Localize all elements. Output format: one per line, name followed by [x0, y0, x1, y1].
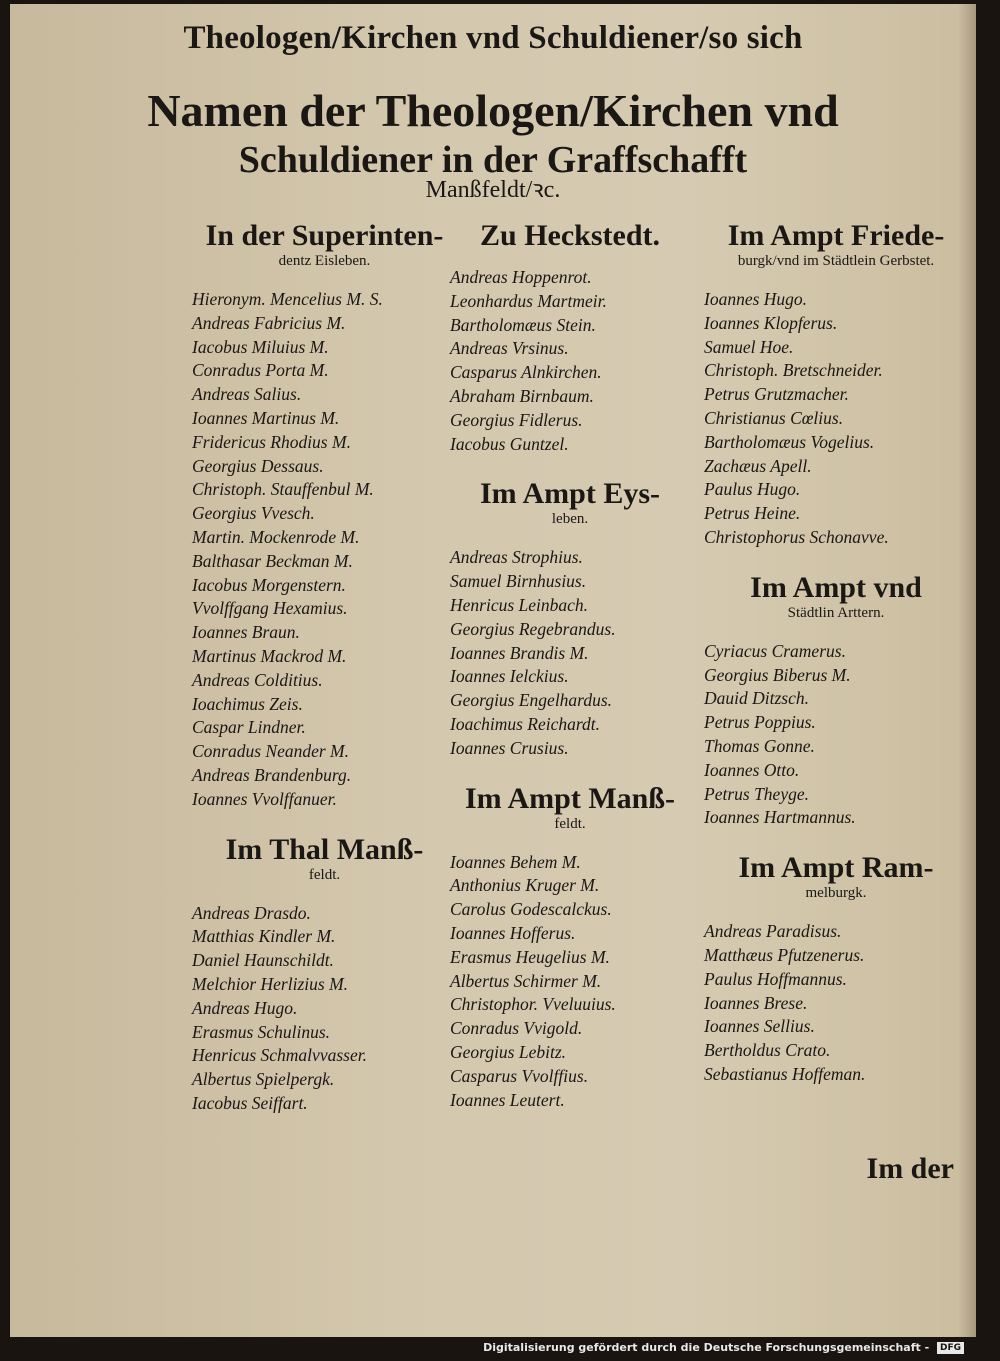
column-3	[704, 220, 968, 1109]
list-item: Paulus Hugo.	[704, 479, 801, 500]
section-subheading: Städtlin Arttern.	[787, 604, 885, 621]
list-item: Conradus Neander M.	[192, 741, 350, 762]
section	[450, 220, 690, 456]
list-item: Andreas Hoppenrot.	[450, 267, 592, 287]
name-list	[450, 266, 690, 456]
list-item: Ioannes Hartmannus.	[704, 807, 856, 828]
column-1	[192, 220, 457, 1138]
list-item: Abraham Birnbaum.	[450, 385, 594, 406]
section-heading: Im Ampt Friede-	[727, 219, 945, 252]
section	[450, 478, 690, 760]
section-subheading: burgk/vnd im Städtlein Gerbstet.	[737, 253, 935, 269]
catchword: Im der	[866, 1152, 954, 1185]
dfg-logo-icon: DFG	[937, 1342, 964, 1354]
list-item: Andreas Brandenburg.	[192, 764, 352, 785]
list-item: Iacobus Morgenstern.	[192, 574, 346, 595]
section	[704, 220, 968, 550]
list-item: Iacobus Miluius M.	[192, 336, 329, 357]
list-item: Georgius Biberus M.	[704, 664, 851, 685]
section-subheading: feldt.	[308, 866, 341, 883]
list-item: Iacobus Seiffart.	[192, 1092, 308, 1113]
list-item: Ioannes Brandis M.	[450, 642, 589, 663]
list-item: Albertus Schirmer M.	[450, 970, 602, 991]
list-item: Thomas Gonne.	[704, 735, 815, 756]
name-list	[704, 920, 968, 1087]
list-item: Petrus Grutzmacher.	[704, 384, 849, 405]
list-item: Dauid Ditzsch.	[704, 688, 809, 709]
section-heading: Im Ampt Ram-	[738, 851, 934, 885]
list-item: Georgius Dessaus.	[192, 455, 324, 476]
list-item: Conradus Porta M.	[192, 360, 329, 381]
column-2	[450, 220, 690, 1134]
running-head: Theologen/Kirchen vnd Schuldiener/so sich	[183, 20, 803, 56]
name-list	[704, 288, 968, 550]
list-item: Albertus Spielpergk.	[192, 1069, 335, 1090]
section	[704, 852, 968, 1087]
list-item: Casparus Alnkirchen.	[450, 362, 602, 383]
list-item: Andreas Fabricius M.	[192, 312, 346, 333]
list-item: Anthonius Kruger M.	[450, 875, 600, 896]
list-item: Erasmus Schulinus.	[192, 1021, 331, 1042]
name-list	[450, 546, 690, 760]
list-item: Matthæus Pfutzenerus.	[704, 944, 865, 965]
list-item: Balthasar Beckman M.	[192, 550, 353, 571]
list-item: Georgius Lebitz.	[450, 1041, 567, 1062]
list-item: Ioannes Braun.	[192, 622, 300, 643]
list-item: Ioannes Hugo.	[704, 289, 808, 309]
name-list	[450, 851, 690, 1113]
list-item: Ioannes Leutert.	[450, 1089, 565, 1110]
list-item: Zachæus Apell.	[704, 455, 812, 476]
list-item: Martinus Mackrod M.	[192, 645, 347, 666]
list-item: Andreas Paradisus.	[704, 921, 842, 942]
section-heading: Im Ampt Manß-	[464, 781, 675, 815]
list-item: Andreas Colditius.	[192, 669, 323, 690]
section-heading: In der Superinten-	[205, 219, 444, 252]
section-subheading: melburgk.	[805, 885, 867, 902]
list-item: Christophor. Vveluuius.	[450, 994, 616, 1015]
list-item: Petrus Poppius.	[704, 712, 816, 733]
list-item: Ioannes Klopferus.	[704, 312, 838, 333]
list-item: Ioannes Martinus M.	[192, 407, 340, 428]
list-item: Bartholomæus Stein.	[450, 314, 596, 335]
list-item: Christoph. Bretschneider.	[704, 360, 883, 381]
list-item: Hieronym. Mencelius M. S.	[192, 289, 383, 309]
list-item: Erasmus Heugelius M.	[450, 946, 610, 967]
list-item: Ioannes Otto.	[704, 759, 800, 780]
footer-text: Digitalisierung gefördert durch die Deutsche Forschungsgemeinschaft -	[483, 1341, 930, 1354]
list-item: Ioachimus Zeis.	[192, 693, 303, 714]
list-item: Bartholomæus Vogelius.	[704, 431, 875, 452]
list-item: Christoph. Stauffenbul M.	[192, 479, 374, 500]
list-item: Caspar Lindner.	[192, 717, 306, 738]
list-item: Iacobus Guntzel.	[450, 433, 569, 454]
digitization-footer	[483, 1341, 964, 1354]
name-list	[192, 288, 457, 812]
section-subheading: dentz Eisleben.	[278, 253, 371, 269]
section-heading: Zu Heckstedt.	[480, 219, 660, 252]
name-list	[192, 902, 457, 1116]
list-item: Georgius Vvesch.	[192, 503, 315, 524]
section	[704, 572, 968, 830]
list-item: Melchior Herlizius M.	[192, 973, 349, 994]
page-title-line-2: Schuldiener in der Graffschafft	[238, 139, 748, 181]
list-item: Georgius Engelhardus.	[450, 690, 613, 711]
list-item: Samuel Birnhusius.	[450, 571, 587, 592]
list-item: Henricus Schmalvvasser.	[192, 1045, 367, 1066]
list-item: Carolus Godescalckus.	[450, 899, 612, 920]
section	[192, 834, 457, 1116]
section-heading: Im Ampt Eys-	[479, 477, 660, 511]
list-item: Andreas Salius.	[192, 384, 302, 405]
list-item: Cyriacus Cramerus.	[704, 640, 846, 661]
list-item: Sebastianus Hoffeman.	[704, 1063, 866, 1084]
list-item: Martin. Mockenrode M.	[192, 526, 360, 547]
list-item: Petrus Theyge.	[704, 783, 809, 804]
list-item: Conradus Vvigold.	[450, 1018, 583, 1039]
list-item: Andreas Strophius.	[450, 547, 583, 568]
section-subheading: leben.	[551, 511, 589, 528]
list-item: Andreas Hugo.	[192, 997, 298, 1018]
list-item: Paulus Hoffmannus.	[704, 968, 847, 989]
list-item: Ioannes Crusius.	[450, 737, 569, 758]
section-subheading: feldt.	[554, 815, 586, 832]
list-item: Ioannes Vvolffanuer.	[192, 788, 337, 809]
list-item: Ioannes Ielckius.	[450, 666, 569, 687]
list-item: Fridericus Rhodius M.	[192, 431, 351, 452]
list-item: Bertholdus Crato.	[704, 1040, 831, 1061]
list-item: Leonhardus Martmeir.	[450, 290, 607, 311]
section-heading: Im Ampt vnd	[750, 570, 922, 604]
list-item: Casparus Vvolffius.	[450, 1065, 589, 1086]
name-list	[704, 640, 968, 830]
page-title-line-3: Manßfeldt/ꝛc.	[425, 177, 561, 203]
list-item: Henricus Leinbach.	[450, 594, 589, 615]
list-item: Ioannes Brese.	[704, 992, 808, 1013]
list-item: Ioannes Hofferus.	[450, 922, 576, 943]
list-item: Andreas Vrsinus.	[450, 338, 569, 359]
list-item: Matthias Kindler M.	[192, 926, 336, 947]
section	[450, 783, 690, 1113]
list-item: Christianus Cœlius.	[704, 407, 844, 428]
page-title-line-1: Namen der Theologen/Kirchen vnd	[147, 85, 839, 136]
book-page	[10, 4, 976, 1337]
list-item: Ioannes Behem M.	[450, 851, 581, 872]
list-item: Andreas Drasdo.	[192, 902, 311, 923]
list-item: Georgius Fidlerus.	[450, 409, 583, 430]
list-item: Petrus Heine.	[704, 503, 801, 524]
list-item: Georgius Regebrandus.	[450, 618, 616, 639]
list-item: Ioachimus Reichardt.	[450, 713, 601, 734]
list-item: Christophorus Schonavve.	[704, 526, 889, 547]
section	[192, 220, 457, 812]
list-item: Vvolffgang Hexamius.	[192, 598, 348, 619]
list-item: Ioannes Sellius.	[704, 1016, 815, 1037]
section-heading: Im Thal Manß-	[225, 832, 424, 866]
list-item: Samuel Hoe.	[704, 336, 794, 357]
list-item: Daniel Haunschildt.	[192, 950, 334, 971]
